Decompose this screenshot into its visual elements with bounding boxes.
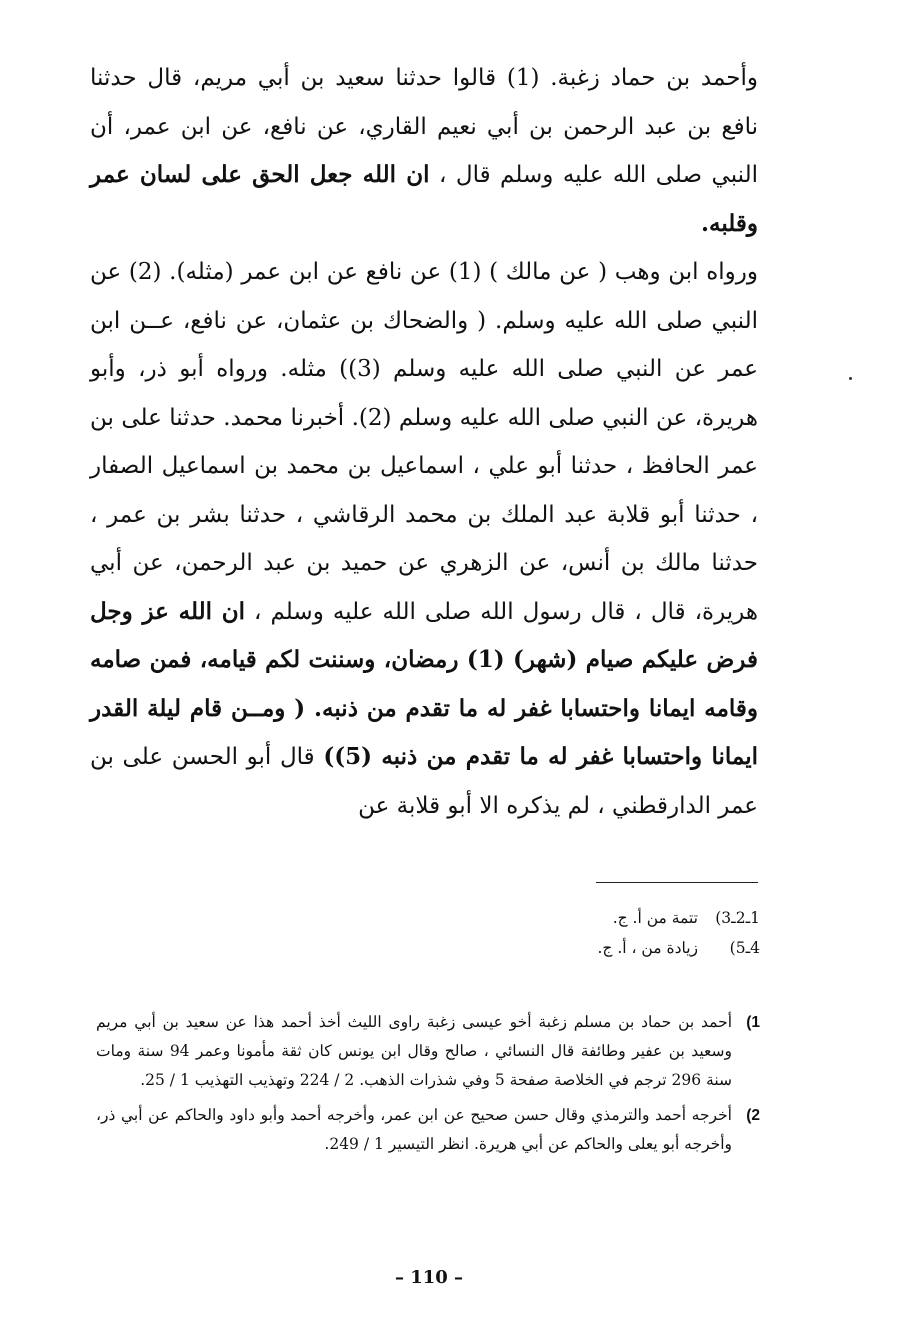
variant-note <box>560 903 760 933</box>
footnote-number: 2) <box>746 1107 760 1124</box>
variant-note-text: تتمة من أ. ج. <box>612 909 698 927</box>
footnote <box>96 1101 760 1159</box>
scan-speck <box>849 377 852 380</box>
variant-note-text: زيادة من ، أ. ج. <box>597 939 698 957</box>
paragraph-2-text: ورواه ابن وهب ( عن مالك ) (1) عن نافع عن ابن عمر (مثله). (2) عن النبي صلى الله عليه وسلم. ( والضحاك بن عثمان، عن نافع، عــن ابن عمر عن النبي صلى الله عليه وسلم (3)) مثله. ورواه أبو ذر، وأبو هريرة، عن النبي صلى الله عليه وسلم (2). أخبرنا محمد. حدثنا على بن عمر الحافظ ، حدثنا أبو علي ، اسماعيل بن محمد بن اسماعيل الصفار ، حدثنا أبو قلابة عبد الملك بن محمد الرقاشي ، حدثنا بشر بن عمر ، حدثنا مالك بن أنس، عن الزهري عن حميد بن عبد الرحمن، عن أبي هريرة، قال ، قال رسول الله صلى الله عليه وسلم ، <box>90 259 758 625</box>
variant-note-number: 4ـ5) <box>729 939 760 957</box>
paragraph-2-hadith-bold: ان الله عز وجل فرض عليكم صيام (شهر) (1) رمضان، وسننت لكم قيامه، فمن صامه وقامه ايمانا واحتسابا غفر له ما تقدم من ذنبه. ( ومــن قام ليلة القدر ايمانا واحتسابا غفر له ما تقدم من ذنبه (5)) <box>90 597 758 770</box>
footnote-number: 1) <box>746 1014 760 1031</box>
main-text <box>90 54 758 830</box>
footnote-separator <box>596 882 758 883</box>
footnote-text: أحمد بن حماد بن مسلم زغبة أخو عيسى زغبة راوى الليث أخذ أحمد هذا عن سعيد بن أبي مريم وسعيد بن عفير وطائفة قال النسائي ، صالح وقال ابن يونس كان ثقة مأمونا وعمر 94 سنة ومات سنة 296 ترجم في الخلاصة صفحة 5 وفي شذرات الذهب. 2 / 224 وتهذيب التهذيب 1 / 25. <box>96 1013 732 1089</box>
footnotes <box>96 1008 760 1165</box>
footnote-text: أخرجه أحمد والترمذي وقال حسن صحيح عن ابن عمر، وأخرجه أحمد وأبو داود والحاكم عن أبي ذر، وأخرجه أبو يعلى والحاكم عن أبي هريرة. انظر التيسير 1 / 249. <box>96 1106 732 1153</box>
page-number: – 110 – <box>394 1267 464 1288</box>
paragraph-1 <box>90 54 758 248</box>
variant-note-number: 1ـ2ـ3) <box>715 909 760 927</box>
variant-notes <box>560 903 760 963</box>
footnote <box>96 1008 760 1095</box>
paragraph-1-text: وأحمد بن حماد زغبة. (1) قالوا حدثنا سعيد بن أبي مريم، قال حدثنا نافع بن عبد الرحمن بن أبي نعيم القاري، عن نافع، عن ابن عمر، أن النبي صلى الله عليه وسلم قال ، <box>90 65 758 188</box>
paragraph-1-hadith-bold: ان الله جعل الحق على لسان عمر وقلبه. <box>90 161 758 237</box>
variant-note <box>560 933 760 963</box>
paragraph-2 <box>90 248 758 830</box>
paragraph-2-tail: قال أبو الحسن على بن عمر الدارقطني ، لم يذكره الا أبو قلابة عن <box>90 744 758 819</box>
